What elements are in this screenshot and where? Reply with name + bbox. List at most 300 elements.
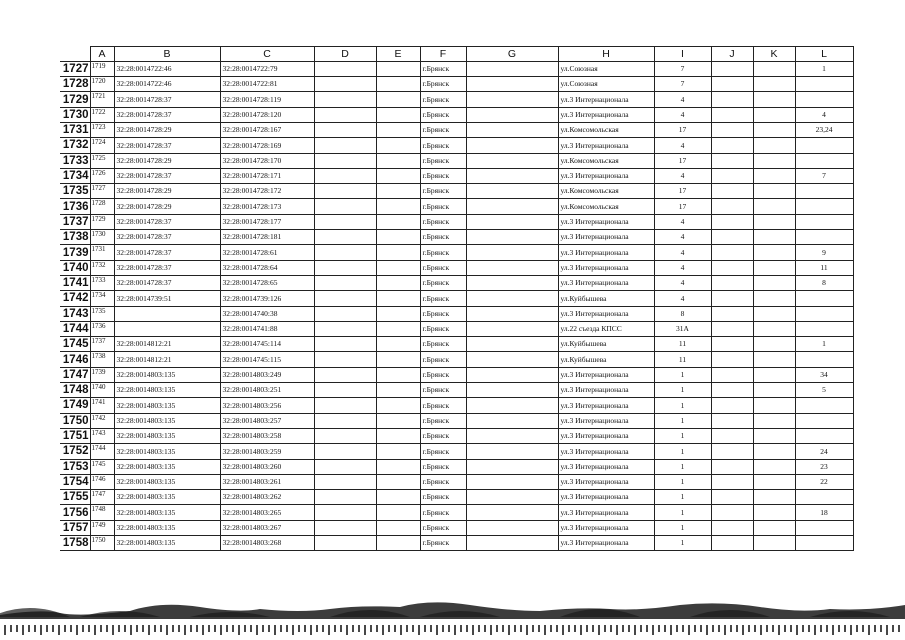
cell-b[interactable]: 32:28:0014803:135: [114, 536, 220, 551]
cell-b[interactable]: 32:28:0014722:46: [114, 61, 220, 76]
cell-j[interactable]: [711, 291, 753, 306]
cell-i[interactable]: 4: [654, 230, 711, 245]
cell-d[interactable]: [314, 230, 376, 245]
cell-a[interactable]: 1748: [90, 505, 114, 520]
cell-j[interactable]: [711, 153, 753, 168]
cell-b[interactable]: 32:28:0014803:135: [114, 444, 220, 459]
row-number[interactable]: 1735: [60, 184, 90, 199]
cell-e[interactable]: [376, 321, 420, 336]
cell-d[interactable]: [314, 367, 376, 382]
cell-a[interactable]: 1719: [90, 61, 114, 76]
cell-g[interactable]: [466, 291, 558, 306]
cell-g[interactable]: [466, 107, 558, 122]
cell-b[interactable]: 32:28:0014812:21: [114, 352, 220, 367]
row-number[interactable]: 1757: [60, 520, 90, 535]
cell-c[interactable]: 32:28:0014741:88: [220, 321, 314, 336]
cell-j[interactable]: [711, 230, 753, 245]
cell-a[interactable]: 1735: [90, 306, 114, 321]
cell-a[interactable]: 1740: [90, 383, 114, 398]
row-number[interactable]: 1752: [60, 444, 90, 459]
cell-j[interactable]: [711, 444, 753, 459]
cell-f[interactable]: г.Брянск: [420, 352, 466, 367]
cell-c[interactable]: 32:28:0014803:260: [220, 459, 314, 474]
cell-j[interactable]: [711, 199, 753, 214]
cell-a[interactable]: 1734: [90, 291, 114, 306]
cell-j[interactable]: [711, 214, 753, 229]
cell-d[interactable]: [314, 536, 376, 551]
cell-i[interactable]: 1: [654, 505, 711, 520]
row-number[interactable]: 1745: [60, 337, 90, 352]
cell-i[interactable]: 1: [654, 490, 711, 505]
cell-j[interactable]: [711, 459, 753, 474]
cell-e[interactable]: [376, 61, 420, 76]
cell-h[interactable]: ул.3 Интернационала: [558, 398, 654, 413]
cell-f[interactable]: г.Брянск: [420, 153, 466, 168]
row-number[interactable]: 1746: [60, 352, 90, 367]
cell-c[interactable]: 32:28:0014722:79: [220, 61, 314, 76]
cell-h[interactable]: ул.22 съезда КПСС: [558, 321, 654, 336]
cell-h[interactable]: ул.Куйбышева: [558, 291, 654, 306]
cell-i[interactable]: 1: [654, 536, 711, 551]
cell-l[interactable]: [795, 536, 853, 551]
cell-g[interactable]: [466, 168, 558, 183]
cell-a[interactable]: 1742: [90, 413, 114, 428]
row-number[interactable]: 1749: [60, 398, 90, 413]
cell-e[interactable]: [376, 367, 420, 382]
row-number[interactable]: 1740: [60, 260, 90, 275]
cell-k[interactable]: [753, 138, 795, 153]
cell-c[interactable]: 32:28:0014803:258: [220, 428, 314, 443]
column-header-k[interactable]: K: [753, 47, 795, 62]
cell-l[interactable]: 23,24: [795, 122, 853, 137]
cell-k[interactable]: [753, 474, 795, 489]
cell-j[interactable]: [711, 383, 753, 398]
cell-j[interactable]: [711, 398, 753, 413]
cell-l[interactable]: [795, 153, 853, 168]
cell-d[interactable]: [314, 321, 376, 336]
cell-c[interactable]: 32:28:0014728:169: [220, 138, 314, 153]
row-number[interactable]: 1756: [60, 505, 90, 520]
cell-e[interactable]: [376, 230, 420, 245]
cell-a[interactable]: 1739: [90, 367, 114, 382]
cell-d[interactable]: [314, 275, 376, 290]
cell-e[interactable]: [376, 337, 420, 352]
cell-b[interactable]: 32:28:0014728:37: [114, 230, 220, 245]
cell-g[interactable]: [466, 428, 558, 443]
cell-b[interactable]: 32:28:0014728:37: [114, 107, 220, 122]
cell-g[interactable]: [466, 413, 558, 428]
row-number[interactable]: 1744: [60, 321, 90, 336]
cell-k[interactable]: [753, 352, 795, 367]
cell-d[interactable]: [314, 77, 376, 92]
cell-f[interactable]: г.Брянск: [420, 321, 466, 336]
cell-c[interactable]: 32:28:0014803:259: [220, 444, 314, 459]
cell-h[interactable]: ул.3 Интернационала: [558, 214, 654, 229]
cell-c[interactable]: 32:28:0014728:167: [220, 122, 314, 137]
cell-b[interactable]: 32:28:0014739:51: [114, 291, 220, 306]
cell-b[interactable]: 32:28:0014812:21: [114, 337, 220, 352]
row-number[interactable]: 1741: [60, 275, 90, 290]
cell-l[interactable]: [795, 199, 853, 214]
cell-b[interactable]: 32:28:0014728:37: [114, 138, 220, 153]
cell-e[interactable]: [376, 536, 420, 551]
cell-c[interactable]: 32:28:0014728:171: [220, 168, 314, 183]
cell-d[interactable]: [314, 459, 376, 474]
cell-g[interactable]: [466, 306, 558, 321]
cell-g[interactable]: [466, 474, 558, 489]
cell-a[interactable]: 1736: [90, 321, 114, 336]
cell-l[interactable]: [795, 291, 853, 306]
cell-h[interactable]: ул.Куйбышева: [558, 337, 654, 352]
cell-g[interactable]: [466, 184, 558, 199]
cell-j[interactable]: [711, 413, 753, 428]
cell-f[interactable]: г.Брянск: [420, 92, 466, 107]
cell-f[interactable]: г.Брянск: [420, 306, 466, 321]
cell-f[interactable]: г.Брянск: [420, 291, 466, 306]
cell-g[interactable]: [466, 245, 558, 260]
row-number[interactable]: 1736: [60, 199, 90, 214]
row-number[interactable]: 1755: [60, 490, 90, 505]
row-number[interactable]: 1727: [60, 61, 90, 76]
cell-h[interactable]: ул.3 Интернационала: [558, 138, 654, 153]
cell-i[interactable]: 1: [654, 367, 711, 382]
cell-i[interactable]: 4: [654, 138, 711, 153]
cell-e[interactable]: [376, 184, 420, 199]
cell-g[interactable]: [466, 92, 558, 107]
cell-j[interactable]: [711, 490, 753, 505]
cell-d[interactable]: [314, 413, 376, 428]
cell-j[interactable]: [711, 367, 753, 382]
cell-b[interactable]: 32:28:0014803:135: [114, 474, 220, 489]
cell-i[interactable]: 4: [654, 107, 711, 122]
cell-f[interactable]: г.Брянск: [420, 367, 466, 382]
cell-e[interactable]: [376, 245, 420, 260]
cell-f[interactable]: г.Брянск: [420, 260, 466, 275]
cell-l[interactable]: 34: [795, 367, 853, 382]
cell-d[interactable]: [314, 291, 376, 306]
row-number[interactable]: 1737: [60, 214, 90, 229]
cell-c[interactable]: 32:28:0014728:119: [220, 92, 314, 107]
cell-l[interactable]: [795, 352, 853, 367]
cell-d[interactable]: [314, 306, 376, 321]
row-number[interactable]: 1739: [60, 245, 90, 260]
cell-j[interactable]: [711, 138, 753, 153]
cell-f[interactable]: г.Брянск: [420, 398, 466, 413]
cell-f[interactable]: г.Брянск: [420, 474, 466, 489]
cell-i[interactable]: 4: [654, 260, 711, 275]
cell-k[interactable]: [753, 107, 795, 122]
cell-a[interactable]: 1749: [90, 520, 114, 535]
cell-d[interactable]: [314, 153, 376, 168]
row-number[interactable]: 1742: [60, 291, 90, 306]
cell-d[interactable]: [314, 520, 376, 535]
cell-k[interactable]: [753, 77, 795, 92]
cell-c[interactable]: 32:28:0014803:257: [220, 413, 314, 428]
cell-h[interactable]: ул.3 Интернационала: [558, 168, 654, 183]
cell-a[interactable]: 1732: [90, 260, 114, 275]
cell-k[interactable]: [753, 260, 795, 275]
cell-e[interactable]: [376, 291, 420, 306]
row-number[interactable]: 1753: [60, 459, 90, 474]
cell-c[interactable]: 32:28:0014803:262: [220, 490, 314, 505]
cell-b[interactable]: 32:28:0014728:37: [114, 168, 220, 183]
cell-b[interactable]: 32:28:0014728:29: [114, 184, 220, 199]
cell-e[interactable]: [376, 505, 420, 520]
cell-f[interactable]: г.Брянск: [420, 536, 466, 551]
cell-h[interactable]: ул.3 Интернационала: [558, 428, 654, 443]
cell-b[interactable]: 32:28:0014728:29: [114, 122, 220, 137]
cell-a[interactable]: 1743: [90, 428, 114, 443]
cell-k[interactable]: [753, 245, 795, 260]
cell-b[interactable]: 32:28:0014728:37: [114, 92, 220, 107]
cell-g[interactable]: [466, 153, 558, 168]
cell-i[interactable]: 11: [654, 352, 711, 367]
cell-i[interactable]: 31А: [654, 321, 711, 336]
cell-a[interactable]: 1729: [90, 214, 114, 229]
column-header-f[interactable]: F: [420, 47, 466, 62]
cell-l[interactable]: [795, 398, 853, 413]
cell-j[interactable]: [711, 337, 753, 352]
cell-c[interactable]: 32:28:0014803:265: [220, 505, 314, 520]
cell-a[interactable]: 1722: [90, 107, 114, 122]
cell-f[interactable]: г.Брянск: [420, 245, 466, 260]
cell-d[interactable]: [314, 352, 376, 367]
cell-g[interactable]: [466, 505, 558, 520]
cell-h[interactable]: ул.Комсомольская: [558, 153, 654, 168]
cell-e[interactable]: [376, 107, 420, 122]
cell-d[interactable]: [314, 184, 376, 199]
cell-k[interactable]: [753, 413, 795, 428]
column-header-g[interactable]: G: [466, 47, 558, 62]
cell-a[interactable]: 1745: [90, 459, 114, 474]
cell-d[interactable]: [314, 260, 376, 275]
cell-l[interactable]: [795, 184, 853, 199]
cell-a[interactable]: 1727: [90, 184, 114, 199]
cell-e[interactable]: [376, 474, 420, 489]
cell-k[interactable]: [753, 306, 795, 321]
cell-h[interactable]: ул.Комсомольская: [558, 122, 654, 137]
cell-j[interactable]: [711, 306, 753, 321]
cell-b[interactable]: 32:28:0014728:37: [114, 260, 220, 275]
cell-g[interactable]: [466, 459, 558, 474]
cell-l[interactable]: [795, 321, 853, 336]
cell-d[interactable]: [314, 398, 376, 413]
cell-e[interactable]: [376, 199, 420, 214]
cell-g[interactable]: [466, 230, 558, 245]
column-header-c[interactable]: C: [220, 47, 314, 62]
cell-i[interactable]: 11: [654, 337, 711, 352]
cell-k[interactable]: [753, 428, 795, 443]
cell-i[interactable]: 4: [654, 168, 711, 183]
cell-k[interactable]: [753, 153, 795, 168]
cell-a[interactable]: 1733: [90, 275, 114, 290]
cell-h[interactable]: ул.3 Интернационала: [558, 367, 654, 382]
cell-i[interactable]: 1: [654, 520, 711, 535]
cell-a[interactable]: 1730: [90, 230, 114, 245]
cell-i[interactable]: 1: [654, 428, 711, 443]
cell-i[interactable]: 1: [654, 413, 711, 428]
cell-f[interactable]: г.Брянск: [420, 428, 466, 443]
row-number[interactable]: 1743: [60, 306, 90, 321]
cell-c[interactable]: 32:28:0014728:61: [220, 245, 314, 260]
cell-g[interactable]: [466, 321, 558, 336]
cell-c[interactable]: 32:28:0014728:172: [220, 184, 314, 199]
cell-l[interactable]: 4: [795, 107, 853, 122]
cell-l[interactable]: 9: [795, 245, 853, 260]
cell-a[interactable]: 1741: [90, 398, 114, 413]
row-number[interactable]: 1738: [60, 230, 90, 245]
cell-i[interactable]: 1: [654, 459, 711, 474]
cell-a[interactable]: 1724: [90, 138, 114, 153]
cell-j[interactable]: [711, 245, 753, 260]
cell-e[interactable]: [376, 306, 420, 321]
cell-a[interactable]: 1738: [90, 352, 114, 367]
row-number[interactable]: 1747: [60, 367, 90, 382]
cell-g[interactable]: [466, 536, 558, 551]
cell-f[interactable]: г.Брянск: [420, 413, 466, 428]
cell-k[interactable]: [753, 291, 795, 306]
cell-d[interactable]: [314, 138, 376, 153]
cell-i[interactable]: 4: [654, 275, 711, 290]
cell-l[interactable]: 7: [795, 168, 853, 183]
row-number[interactable]: 1734: [60, 168, 90, 183]
cell-c[interactable]: 32:28:0014728:65: [220, 275, 314, 290]
cell-k[interactable]: [753, 444, 795, 459]
cell-f[interactable]: г.Брянск: [420, 275, 466, 290]
cell-b[interactable]: 32:28:0014728:37: [114, 245, 220, 260]
cell-f[interactable]: г.Брянск: [420, 138, 466, 153]
cell-a[interactable]: 1747: [90, 490, 114, 505]
cell-k[interactable]: [753, 490, 795, 505]
cell-b[interactable]: 32:28:0014722:46: [114, 77, 220, 92]
cell-e[interactable]: [376, 77, 420, 92]
cell-c[interactable]: 32:28:0014728:120: [220, 107, 314, 122]
cell-a[interactable]: 1731: [90, 245, 114, 260]
column-header-e[interactable]: E: [376, 47, 420, 62]
row-number[interactable]: 1732: [60, 138, 90, 153]
cell-h[interactable]: ул.3 Интернационала: [558, 505, 654, 520]
cell-a[interactable]: 1723: [90, 122, 114, 137]
cell-b[interactable]: 32:28:0014803:135: [114, 398, 220, 413]
cell-l[interactable]: [795, 138, 853, 153]
cell-e[interactable]: [376, 459, 420, 474]
cell-e[interactable]: [376, 214, 420, 229]
cell-d[interactable]: [314, 199, 376, 214]
cell-e[interactable]: [376, 153, 420, 168]
cell-d[interactable]: [314, 92, 376, 107]
cell-d[interactable]: [314, 428, 376, 443]
cell-e[interactable]: [376, 383, 420, 398]
cell-c[interactable]: 32:28:0014728:177: [220, 214, 314, 229]
cell-g[interactable]: [466, 199, 558, 214]
cell-g[interactable]: [466, 122, 558, 137]
cell-i[interactable]: 17: [654, 184, 711, 199]
cell-i[interactable]: 1: [654, 474, 711, 489]
cell-j[interactable]: [711, 536, 753, 551]
cell-i[interactable]: 7: [654, 61, 711, 76]
cell-l[interactable]: [795, 306, 853, 321]
cell-d[interactable]: [314, 61, 376, 76]
cell-h[interactable]: ул.3 Интернационала: [558, 107, 654, 122]
cell-g[interactable]: [466, 77, 558, 92]
cell-a[interactable]: 1725: [90, 153, 114, 168]
cell-c[interactable]: 32:28:0014739:126: [220, 291, 314, 306]
cell-f[interactable]: г.Брянск: [420, 383, 466, 398]
cell-l[interactable]: 23: [795, 459, 853, 474]
cell-f[interactable]: г.Брянск: [420, 505, 466, 520]
cell-l[interactable]: 22: [795, 474, 853, 489]
column-header-h[interactable]: H: [558, 47, 654, 62]
cell-h[interactable]: ул.3 Интернационала: [558, 536, 654, 551]
cell-h[interactable]: ул.3 Интернационала: [558, 230, 654, 245]
cell-a[interactable]: 1746: [90, 474, 114, 489]
cell-h[interactable]: ул.3 Интернационала: [558, 520, 654, 535]
cell-j[interactable]: [711, 107, 753, 122]
cell-e[interactable]: [376, 122, 420, 137]
cell-g[interactable]: [466, 352, 558, 367]
cell-d[interactable]: [314, 122, 376, 137]
cell-c[interactable]: 32:28:0014728:181: [220, 230, 314, 245]
cell-f[interactable]: г.Брянск: [420, 459, 466, 474]
cell-j[interactable]: [711, 321, 753, 336]
column-header-j[interactable]: J: [711, 47, 753, 62]
cell-j[interactable]: [711, 77, 753, 92]
cell-d[interactable]: [314, 107, 376, 122]
cell-g[interactable]: [466, 398, 558, 413]
cell-b[interactable]: 32:28:0014803:135: [114, 367, 220, 382]
cell-i[interactable]: 17: [654, 122, 711, 137]
row-number[interactable]: 1758: [60, 536, 90, 551]
cell-d[interactable]: [314, 505, 376, 520]
cell-c[interactable]: 32:28:0014728:170: [220, 153, 314, 168]
cell-f[interactable]: г.Брянск: [420, 184, 466, 199]
cell-h[interactable]: ул.Союзная: [558, 77, 654, 92]
cell-i[interactable]: 7: [654, 77, 711, 92]
cell-i[interactable]: 17: [654, 153, 711, 168]
cell-f[interactable]: г.Брянск: [420, 61, 466, 76]
cell-h[interactable]: ул.Куйбышева: [558, 352, 654, 367]
cell-k[interactable]: [753, 398, 795, 413]
cell-f[interactable]: г.Брянск: [420, 444, 466, 459]
cell-b[interactable]: 32:28:0014803:135: [114, 490, 220, 505]
cell-c[interactable]: 32:28:0014722:81: [220, 77, 314, 92]
cell-i[interactable]: 4: [654, 291, 711, 306]
cell-b[interactable]: 32:28:0014803:135: [114, 459, 220, 474]
cell-k[interactable]: [753, 383, 795, 398]
cell-a[interactable]: 1721: [90, 92, 114, 107]
column-header-d[interactable]: D: [314, 47, 376, 62]
cell-e[interactable]: [376, 275, 420, 290]
cell-k[interactable]: [753, 520, 795, 535]
column-header-a[interactable]: A: [90, 47, 114, 62]
cell-j[interactable]: [711, 122, 753, 137]
cell-i[interactable]: 1: [654, 444, 711, 459]
cell-c[interactable]: 32:28:0014803:268: [220, 536, 314, 551]
cell-e[interactable]: [376, 352, 420, 367]
cell-l[interactable]: [795, 428, 853, 443]
cell-k[interactable]: [753, 61, 795, 76]
cell-c[interactable]: 32:28:0014728:64: [220, 260, 314, 275]
cell-h[interactable]: ул.Комсомольская: [558, 199, 654, 214]
cell-h[interactable]: ул.Союзная: [558, 61, 654, 76]
cell-j[interactable]: [711, 352, 753, 367]
cell-l[interactable]: 5: [795, 383, 853, 398]
cell-b[interactable]: [114, 321, 220, 336]
cell-d[interactable]: [314, 214, 376, 229]
cell-d[interactable]: [314, 337, 376, 352]
cell-l[interactable]: 11: [795, 260, 853, 275]
cell-d[interactable]: [314, 474, 376, 489]
